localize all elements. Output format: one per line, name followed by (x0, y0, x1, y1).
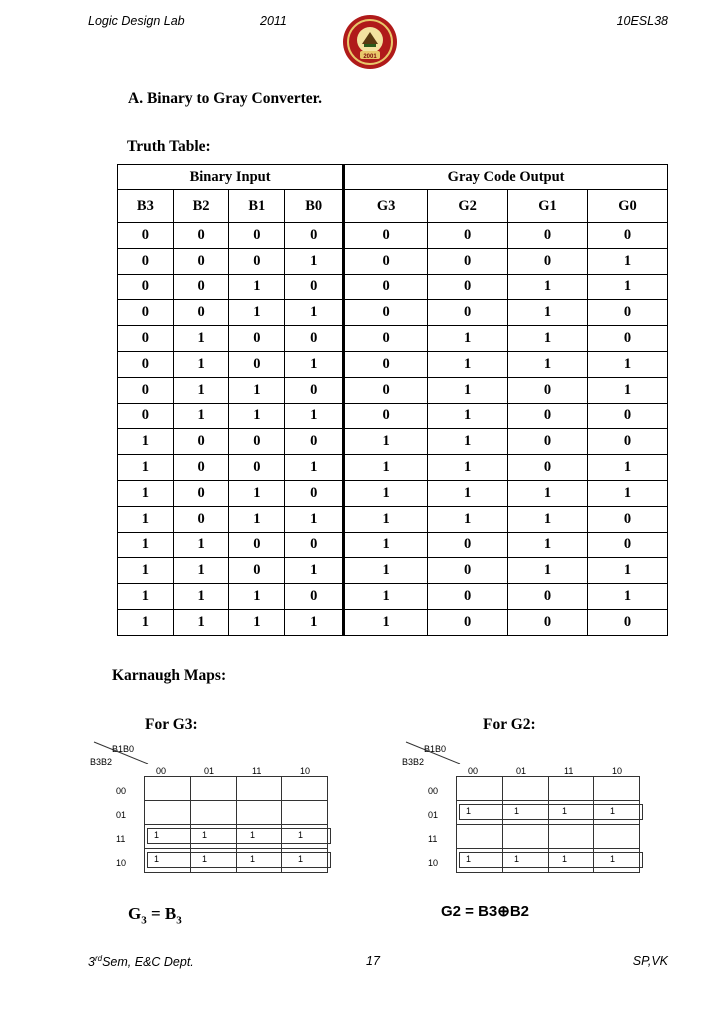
table-cell: 1 (285, 351, 344, 377)
table-cell: 0 (229, 558, 285, 584)
kmap-g3 (88, 744, 328, 894)
kmap-column-variable: B1B0 (112, 744, 135, 754)
kmap-row-variable: B3B2 (90, 757, 113, 767)
table-cell: 0 (428, 248, 508, 274)
table-cell: 1 (428, 480, 508, 506)
table-cell: 0 (229, 326, 285, 352)
table-row (118, 377, 668, 403)
kmap-one: 1 (514, 806, 520, 816)
table-cell: 1 (173, 377, 229, 403)
table-cell: 1 (229, 506, 285, 532)
table-cell: 1 (285, 506, 344, 532)
table-cell: 1 (118, 455, 174, 481)
kmap-cell (190, 801, 236, 825)
table-cell: 1 (344, 506, 428, 532)
table-cell: 0 (118, 351, 174, 377)
table-cell: 1 (587, 584, 667, 610)
footer-dept (88, 954, 194, 969)
column-header-b3: B3 (118, 190, 174, 223)
table-cell: 0 (428, 558, 508, 584)
table-cell: 1 (344, 480, 428, 506)
kmap-column-label: 11 (252, 766, 262, 776)
kmap-row-label: 10 (428, 858, 439, 868)
kmap-group-loop (147, 828, 331, 844)
table-cell: 0 (285, 274, 344, 300)
kmap-cell (282, 777, 328, 801)
table-cell: 1 (587, 351, 667, 377)
kmap-cell (594, 825, 640, 849)
table-cell: 1 (428, 326, 508, 352)
table-cell: 1 (285, 403, 344, 429)
kmap-one: 1 (250, 830, 256, 840)
footer-authors: SP,VK (632, 954, 668, 968)
table-cell: 1 (508, 558, 588, 584)
table-cell: 1 (428, 455, 508, 481)
kmap-one: 1 (202, 830, 208, 840)
table-cell: 1 (508, 480, 588, 506)
table-cell: 1 (508, 506, 588, 532)
kmap-cell (594, 777, 640, 801)
table-cell: 1 (587, 377, 667, 403)
table-cell: 1 (173, 584, 229, 610)
table-cell: 1 (285, 300, 344, 326)
table-cell: 1 (173, 326, 229, 352)
kmap-cell (548, 777, 594, 801)
group-header-gray-output: Gray Code Output (344, 165, 668, 190)
kmap-row-label: 11 (116, 834, 126, 844)
table-cell: 0 (285, 377, 344, 403)
table-row (118, 584, 668, 610)
table-cell: 0 (508, 377, 588, 403)
kmap-column-label: 01 (204, 766, 215, 776)
page-number: 17 (366, 954, 380, 968)
table-row (118, 403, 668, 429)
table-cell: 0 (173, 300, 229, 326)
equation-g3 (128, 904, 182, 926)
table-cell: 0 (118, 403, 174, 429)
table-cell: 1 (229, 403, 285, 429)
truth-table (117, 164, 668, 636)
header-left: Logic Design Lab (88, 14, 185, 28)
table-cell: 1 (344, 558, 428, 584)
table-cell: 1 (118, 532, 174, 558)
footer-dept-text: Sem, E&C Dept. (102, 955, 194, 970)
table-cell: 0 (118, 248, 174, 274)
table-cell: 1 (508, 532, 588, 558)
table-cell: 1 (285, 609, 344, 635)
column-header-g1: G1 (508, 190, 588, 223)
table-cell: 0 (587, 326, 667, 352)
kmap-g3-title: For G3: (145, 716, 198, 733)
table-cell: 0 (587, 403, 667, 429)
table-cell: 0 (118, 223, 174, 249)
table-cell: 0 (285, 429, 344, 455)
kmap-g2 (400, 744, 640, 894)
kmap-group-loop (147, 852, 331, 868)
svg-text:2001: 2001 (363, 54, 377, 60)
table-row (118, 326, 668, 352)
table-cell: 1 (173, 558, 229, 584)
table-cell: 1 (173, 351, 229, 377)
kmap-row-label: 11 (428, 834, 438, 844)
table-cell: 0 (118, 300, 174, 326)
table-cell: 1 (229, 584, 285, 610)
kmap-one: 1 (562, 854, 568, 864)
table-cell: 1 (118, 429, 174, 455)
column-header-g3: G3 (344, 190, 428, 223)
table-cell: 0 (285, 532, 344, 558)
table-row (118, 223, 668, 249)
kmap-cell (236, 777, 282, 801)
table-row (118, 532, 668, 558)
table-cell: 0 (508, 403, 588, 429)
table-cell: 0 (229, 223, 285, 249)
table-row (118, 274, 668, 300)
table-cell: 1 (587, 558, 667, 584)
table-cell: 0 (344, 351, 428, 377)
table-cell: 1 (428, 377, 508, 403)
table-cell: 1 (285, 248, 344, 274)
table-cell: 0 (428, 274, 508, 300)
table-row (118, 480, 668, 506)
table-cell: 1 (118, 609, 174, 635)
table-cell: 1 (229, 377, 285, 403)
table-cell: 0 (173, 429, 229, 455)
table-cell: 1 (428, 429, 508, 455)
table-cell: 0 (229, 248, 285, 274)
kmap-column-label: 11 (564, 766, 574, 776)
table-cell: 0 (428, 532, 508, 558)
kmap-g2-title: For G2: (483, 716, 536, 733)
kmap-one: 1 (562, 806, 568, 816)
footer-sem-number: 3 (88, 955, 95, 970)
table-cell: 1 (508, 351, 588, 377)
table-cell: 0 (344, 274, 428, 300)
table-row (118, 248, 668, 274)
table-cell: 0 (587, 609, 667, 635)
eq-g3-rhs-sub: 3 (176, 914, 182, 927)
kmap-row-label: 00 (428, 786, 439, 796)
kmap-one: 1 (466, 854, 472, 864)
kmap-column-label: 00 (468, 766, 479, 776)
table-cell: 0 (508, 223, 588, 249)
table-cell: 0 (285, 326, 344, 352)
table-cell: 1 (344, 429, 428, 455)
table-cell: 1 (587, 480, 667, 506)
table-cell: 0 (508, 584, 588, 610)
table-cell: 1 (229, 300, 285, 326)
kmap-cell (190, 777, 236, 801)
kmap-one: 1 (202, 854, 208, 864)
column-header-g2: G2 (428, 190, 508, 223)
table-cell: 1 (587, 455, 667, 481)
kmap-column-label: 01 (516, 766, 527, 776)
table-cell: 0 (229, 455, 285, 481)
table-cell: 0 (508, 429, 588, 455)
table-cell: 1 (344, 455, 428, 481)
table-cell: 1 (428, 351, 508, 377)
table-cell: 0 (173, 455, 229, 481)
kmap-cell (548, 825, 594, 849)
kmap-cell (236, 801, 282, 825)
kmap-column-label: 00 (156, 766, 167, 776)
eq-g3-rhs: = B (146, 904, 177, 923)
table-cell: 1 (173, 403, 229, 429)
kmap-group-loop (459, 852, 643, 868)
table-cell: 1 (587, 274, 667, 300)
table-cell: 1 (428, 506, 508, 532)
footer-sem-suffix: rd (94, 954, 103, 963)
group-header-binary-input: Binary Input (118, 165, 344, 190)
table-cell: 0 (173, 480, 229, 506)
kmap-one: 1 (610, 854, 616, 864)
kmap-one: 1 (514, 854, 520, 864)
table-cell: 0 (229, 532, 285, 558)
table-cell: 0 (344, 300, 428, 326)
eq-g3-lhs-sub: 3 (141, 914, 147, 927)
table-cell: 0 (587, 532, 667, 558)
table-cell: 0 (508, 248, 588, 274)
column-header-g0: G0 (587, 190, 667, 223)
table-row (118, 351, 668, 377)
table-cell: 0 (428, 300, 508, 326)
kmap-cell (502, 777, 548, 801)
table-row (118, 300, 668, 326)
table-cell: 0 (285, 480, 344, 506)
table-cell: 1 (344, 584, 428, 610)
table-cell: 0 (428, 584, 508, 610)
table-cell: 0 (118, 274, 174, 300)
header-year: 2011 (260, 14, 287, 28)
kmap-row-label: 10 (116, 858, 127, 868)
kmap-row-label: 01 (428, 810, 439, 820)
kmap-one: 1 (154, 854, 160, 864)
table-cell: 0 (428, 223, 508, 249)
eq-g3-lhs: G (128, 904, 142, 923)
kmap-row-label: 00 (116, 786, 127, 796)
kmap-row-variable: B3B2 (402, 757, 425, 767)
table-row (118, 506, 668, 532)
kmap-one: 1 (298, 830, 304, 840)
table-cell: 0 (229, 429, 285, 455)
table-cell: 0 (344, 377, 428, 403)
table-cell: 0 (428, 609, 508, 635)
column-header-b0: B0 (285, 190, 344, 223)
table-cell: 1 (118, 480, 174, 506)
table-cell: 0 (508, 609, 588, 635)
section-title: A. Binary to Gray Converter. (128, 90, 323, 107)
kmap-cell (145, 801, 191, 825)
table-cell: 0 (344, 223, 428, 249)
table-cell: 1 (229, 480, 285, 506)
table-cell: 1 (508, 326, 588, 352)
table-row (118, 455, 668, 481)
kmap-column-variable: B1B0 (424, 744, 447, 754)
college-seal-logo (342, 14, 398, 70)
kmap-cell (282, 801, 328, 825)
kmap-column-label: 10 (300, 766, 311, 776)
table-cell: 1 (344, 609, 428, 635)
kmap-one: 1 (610, 806, 616, 816)
table-cell: 0 (344, 326, 428, 352)
table-cell: 1 (118, 584, 174, 610)
kmap-group-loop (459, 804, 643, 820)
table-cell: 1 (285, 455, 344, 481)
table-row (118, 558, 668, 584)
column-header-b2: B2 (173, 190, 229, 223)
table-row (118, 429, 668, 455)
table-cell: 0 (587, 506, 667, 532)
kmap-one: 1 (250, 854, 256, 864)
table-cell: 0 (344, 403, 428, 429)
table-cell: 0 (285, 584, 344, 610)
table-cell: 1 (344, 532, 428, 558)
kmap-row-label: 01 (116, 810, 127, 820)
truth-table-label: Truth Table: (127, 138, 211, 155)
kmap-one: 1 (298, 854, 304, 864)
table-cell: 0 (173, 274, 229, 300)
kmap-cell (502, 825, 548, 849)
table-cell: 0 (285, 223, 344, 249)
table-cell: 0 (173, 223, 229, 249)
table-cell: 0 (173, 506, 229, 532)
table-cell: 1 (118, 506, 174, 532)
equation-g2: G2 = B3⊕B2 (441, 903, 530, 920)
header-code: 10ESL38 (616, 14, 668, 28)
table-cell: 0 (587, 300, 667, 326)
table-cell: 1 (587, 248, 667, 274)
table-cell: 1 (428, 403, 508, 429)
table-row (118, 609, 668, 635)
table-cell: 1 (285, 558, 344, 584)
kmap-one: 1 (154, 830, 160, 840)
table-cell: 0 (508, 455, 588, 481)
karnaugh-maps-label: Karnaugh Maps: (112, 667, 227, 684)
table-cell: 0 (118, 377, 174, 403)
table-cell: 1 (229, 609, 285, 635)
table-cell: 0 (587, 223, 667, 249)
column-header-b1: B1 (229, 190, 285, 223)
table-cell: 0 (118, 326, 174, 352)
kmap-cell (457, 777, 503, 801)
table-cell: 1 (118, 558, 174, 584)
kmap-cell (457, 825, 503, 849)
table-cell: 0 (587, 429, 667, 455)
kmap-one: 1 (466, 806, 472, 816)
table-cell: 1 (508, 274, 588, 300)
table-cell: 1 (229, 274, 285, 300)
table-cell: 0 (344, 248, 428, 274)
table-cell: 0 (173, 248, 229, 274)
kmap-cell (145, 777, 191, 801)
kmap-column-label: 10 (612, 766, 623, 776)
table-cell: 0 (229, 351, 285, 377)
table-cell: 1 (508, 300, 588, 326)
table-cell: 1 (173, 532, 229, 558)
table-cell: 1 (173, 609, 229, 635)
